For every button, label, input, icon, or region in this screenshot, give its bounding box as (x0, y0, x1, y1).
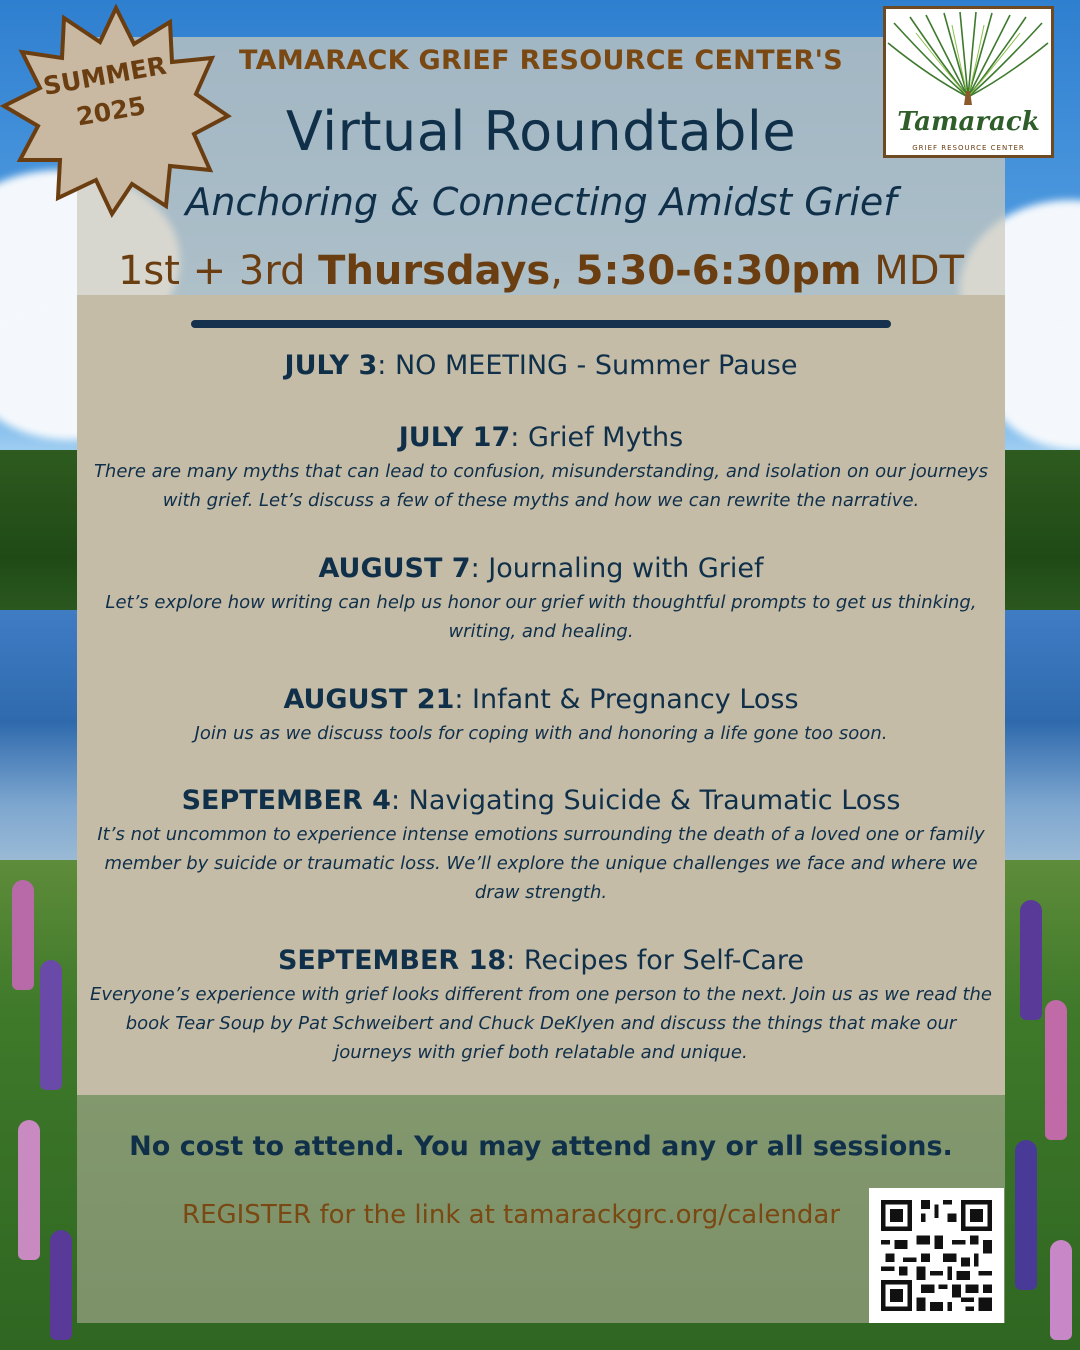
session-description: Join us as we discuss tools for coping with and honoring a life gone too soon. (194, 723, 888, 744)
session-item (77, 684, 1005, 748)
org-title: TAMARACK GRIEF RESOURCE CENTER'S (239, 45, 843, 76)
badge-line-1: SUMMER (41, 50, 169, 101)
session-description: Everyone’s experience with grief looks different from one person to the next. Join us as we read the book Tear Soup by Pat Schweibert and Chuck DeKlyen and discuss the things that make our journeys with grief both relatable and unique. (90, 984, 992, 1063)
session-heading (77, 350, 1005, 381)
session-heading (77, 422, 1005, 453)
lupine-flower (40, 960, 62, 1090)
lupine-flower (18, 1120, 40, 1260)
schedule-time: 5:30-6:30pm (575, 248, 862, 294)
session-description: Let’s explore how writing can help us honor our grief with thoughtful prompts to get us thinking, writing, and healing. (105, 592, 977, 642)
schedule-day: Thursdays (318, 248, 551, 294)
session-heading (77, 785, 1005, 816)
badge-line-2: 2025 (74, 90, 148, 132)
divider (191, 320, 891, 328)
session-topic: : Recipes for Self-Care (506, 945, 805, 976)
session-topic: : Navigating Suicide & Traumatic Loss (390, 785, 901, 816)
session-date: AUGUST 21 (283, 684, 455, 715)
session-heading (77, 553, 1005, 584)
schedule-separator: , (550, 248, 563, 294)
session-date: JULY 3 (284, 350, 378, 381)
lupine-flower (1020, 900, 1042, 1020)
session-item (77, 350, 1005, 381)
session-topic: : Grief Myths (510, 422, 684, 453)
logo-tagline: GRIEF RESOURCE CENTER (912, 144, 1025, 152)
session-topic: : Journaling with Grief (470, 553, 764, 584)
session-item (77, 785, 1005, 907)
cost-note: No cost to attend. You may attend any or all sessions. (129, 1131, 953, 1162)
page-title: Virtual Roundtable (285, 100, 797, 163)
session-topic: : NO MEETING - Summer Pause (377, 350, 798, 381)
session-date: SEPTEMBER 18 (277, 945, 507, 976)
session-topic: : Infant & Pregnancy Loss (454, 684, 799, 715)
schedule-timezone: MDT (874, 248, 965, 294)
register-link-text[interactable]: REGISTER for the link at tamarackgrc.org/calendar (182, 1200, 841, 1230)
session-item (77, 553, 1005, 646)
lupine-flower (1015, 1140, 1037, 1290)
lupine-flower (1045, 1000, 1067, 1140)
tamarack-logo (883, 6, 1054, 158)
lupine-flower (12, 880, 34, 990)
tamarack-branch-icon (886, 9, 1051, 109)
session-item (77, 945, 1005, 1067)
lupine-flower (50, 1230, 72, 1340)
session-description: It’s not uncommon to experience intense emotions surrounding the death of a loved one or family member by suicide or traumatic loss. We’ll explore the unique challenges we face and where we draw strength. (97, 824, 985, 903)
session-heading (77, 945, 1005, 976)
session-date: AUGUST 7 (318, 553, 471, 584)
qr-code-icon (881, 1200, 992, 1311)
session-heading (77, 684, 1005, 715)
lupine-flower (1050, 1240, 1072, 1340)
session-date: JULY 17 (398, 422, 511, 453)
summer-badge (0, 0, 232, 222)
session-date: SEPTEMBER 4 (181, 785, 391, 816)
logo-name: Tamarack (897, 107, 1040, 137)
qr-code[interactable] (869, 1188, 1004, 1323)
subtitle: Anchoring & Connecting Amidst Grief (185, 180, 897, 224)
session-item (77, 422, 1005, 515)
schedule-prefix: 1st + 3rd (117, 248, 306, 294)
schedule-line (77, 248, 1005, 294)
session-description: There are many myths that can lead to confusion, misunderstanding, and isolation on our journeys with grief. Let’s discuss a few of these myths and how we can rewrite the narrative. (93, 461, 989, 511)
